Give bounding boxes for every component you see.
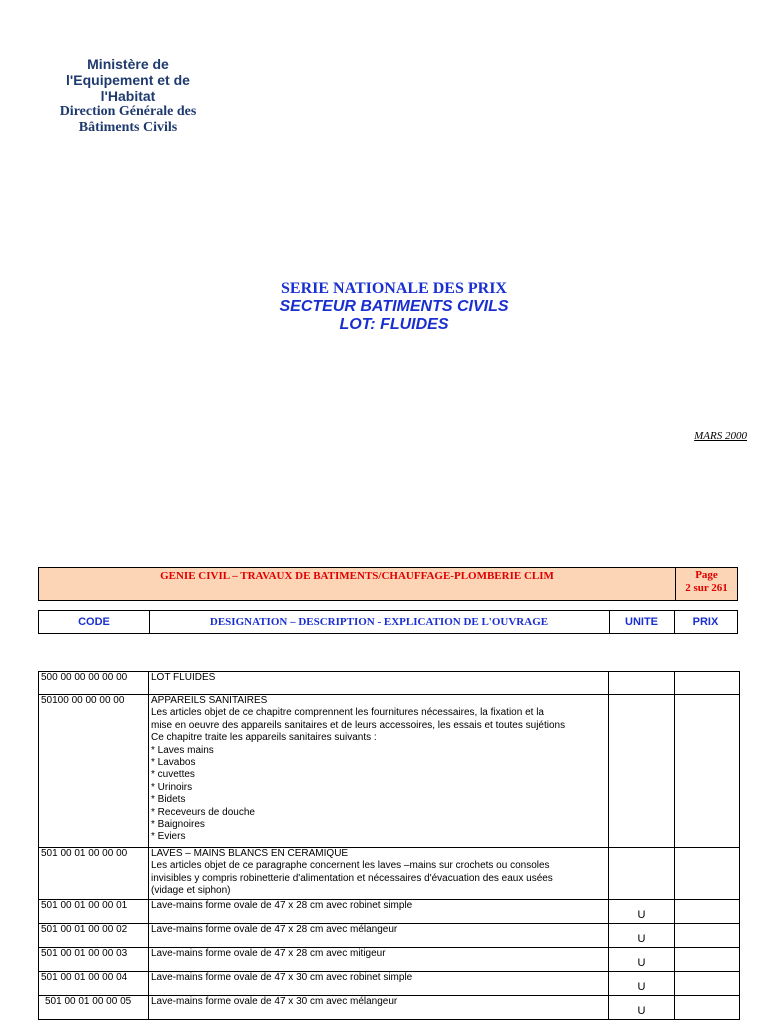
title-line-3: LOT: FLUIDES	[339, 316, 449, 333]
page-number: 2 sur 261	[685, 582, 728, 594]
row-code: 501 00 01 00 00 00	[39, 848, 149, 900]
table-row	[39, 695, 740, 848]
row-unit: U	[609, 924, 675, 948]
column-header	[38, 610, 738, 634]
row-designation	[149, 848, 609, 900]
designation-line: mise en oeuvre des appareils sanitaires et de leurs accessoires, les essais et toutes sujétions	[151, 719, 566, 731]
column-code: CODE	[39, 611, 150, 633]
designation-line: Lave-mains forme ovale de 47 x 28 cm avec mitigeur	[151, 948, 386, 959]
ministry-header	[48, 56, 208, 136]
designation-line: Ce chapitre traite les appareils sanitaires suivants :	[151, 732, 377, 744]
column-prix: PRIX	[692, 616, 719, 628]
title-line-1: SERIE NATIONALE DES PRIX	[281, 280, 507, 297]
designation-line: * Receveurs de douche	[151, 806, 255, 818]
designation-line: LOT FLUIDES	[151, 672, 216, 683]
row-unit	[609, 695, 675, 848]
designation-line: (vidage et siphon)	[151, 885, 231, 897]
table-row	[39, 900, 740, 924]
ministry-line-1: Ministère de	[87, 56, 169, 72]
table-row	[39, 848, 740, 900]
designation-line: APPAREILS SANITAIRES	[151, 695, 268, 706]
designation-line: * Baignoires	[151, 819, 205, 831]
row-designation	[149, 695, 609, 848]
designation-line: Les articles objet de ce paragraphe concernent les laves –mains sur crochets ou consoles	[151, 860, 550, 872]
row-price	[675, 948, 740, 972]
designation-line: LAVES – MAINS BLANCS EN CERAMIQUE	[151, 848, 349, 859]
row-designation	[149, 672, 609, 695]
row-unit: U	[609, 996, 675, 1020]
designation-line: * Bidets	[151, 794, 186, 806]
row-price	[675, 695, 740, 848]
row-unit: U	[609, 900, 675, 924]
table-row	[39, 996, 740, 1020]
row-price	[675, 900, 740, 924]
row-price	[675, 972, 740, 996]
ministry-line-5: Bâtiments Civils	[78, 120, 178, 135]
row-price	[675, 996, 740, 1020]
designation-line: * cuvettes	[151, 769, 195, 781]
row-unit	[609, 848, 675, 900]
designation-line: Les articles objet de ce chapitre comprennent les fournitures nécessaires, la fixation et la	[151, 707, 544, 719]
row-price	[675, 672, 740, 695]
table-row	[39, 948, 740, 972]
banner-title: GENIE CIVIL – TRAVAUX DE BATIMENTS/CHAUFFAGE-PLOMBERIE CLIM	[39, 568, 676, 600]
table-row	[39, 924, 740, 948]
row-code: 501 00 01 00 00 04	[39, 972, 149, 996]
designation-line: Lave-mains forme ovale de 47 x 30 cm avec mélangeur	[151, 996, 398, 1007]
ministry-line-2: l'Equipement et de	[66, 72, 190, 88]
row-code: 501 00 01 00 00 01	[39, 900, 149, 924]
designation-line: Lave-mains forme ovale de 47 x 28 cm avec mélangeur	[151, 924, 398, 935]
row-code: 501 00 01 00 00 02	[39, 924, 149, 948]
price-table	[38, 671, 740, 1020]
row-price	[675, 848, 740, 900]
row-price	[675, 924, 740, 948]
row-unit	[609, 672, 675, 695]
row-designation	[149, 924, 609, 948]
row-code: 501 00 01 00 00 03	[39, 948, 149, 972]
page-indicator	[676, 568, 737, 600]
designation-line: Lave-mains forme ovale de 47 x 28 cm avec robinet simple	[151, 900, 413, 911]
page-label: Page	[695, 569, 718, 581]
designation-line: Lave-mains forme ovale de 47 x 30 cm avec robinet simple	[151, 972, 413, 983]
document-title	[0, 280, 768, 334]
section-banner	[38, 567, 738, 601]
row-designation	[149, 900, 609, 924]
row-code: 501 00 01 00 00 05	[39, 996, 149, 1020]
designation-line: * Laves mains	[151, 744, 214, 756]
row-unit: U	[609, 972, 675, 996]
column-designation: DESIGNATION – DESCRIPTION - EXPLICATION DE L'OUVRAGE	[149, 611, 610, 633]
row-code: 500 00 00 00 00 00	[39, 672, 149, 695]
designation-line: invisibles y compris robinetterie d'alimentation et nécessaires d'évacuation des eaux usées	[151, 872, 553, 884]
row-unit: U	[609, 948, 675, 972]
row-code: 50100 00 00 00 00	[39, 695, 149, 848]
table-row	[39, 972, 740, 996]
designation-line: * Lavabos	[151, 757, 196, 769]
ministry-line-3: l'Habitat	[100, 88, 156, 104]
row-designation	[149, 948, 609, 972]
column-unite: UNITE	[609, 611, 675, 633]
designation-line: * Eviers	[151, 831, 186, 843]
document-date: MARS 2000	[694, 430, 747, 442]
row-designation	[149, 972, 609, 996]
designation-line: * Urinoirs	[151, 781, 193, 793]
table-row	[39, 672, 740, 695]
row-designation	[149, 996, 609, 1020]
title-line-2: SECTEUR BATIMENTS CIVILS	[279, 298, 509, 315]
ministry-line-4: Direction Générale des	[59, 104, 197, 119]
